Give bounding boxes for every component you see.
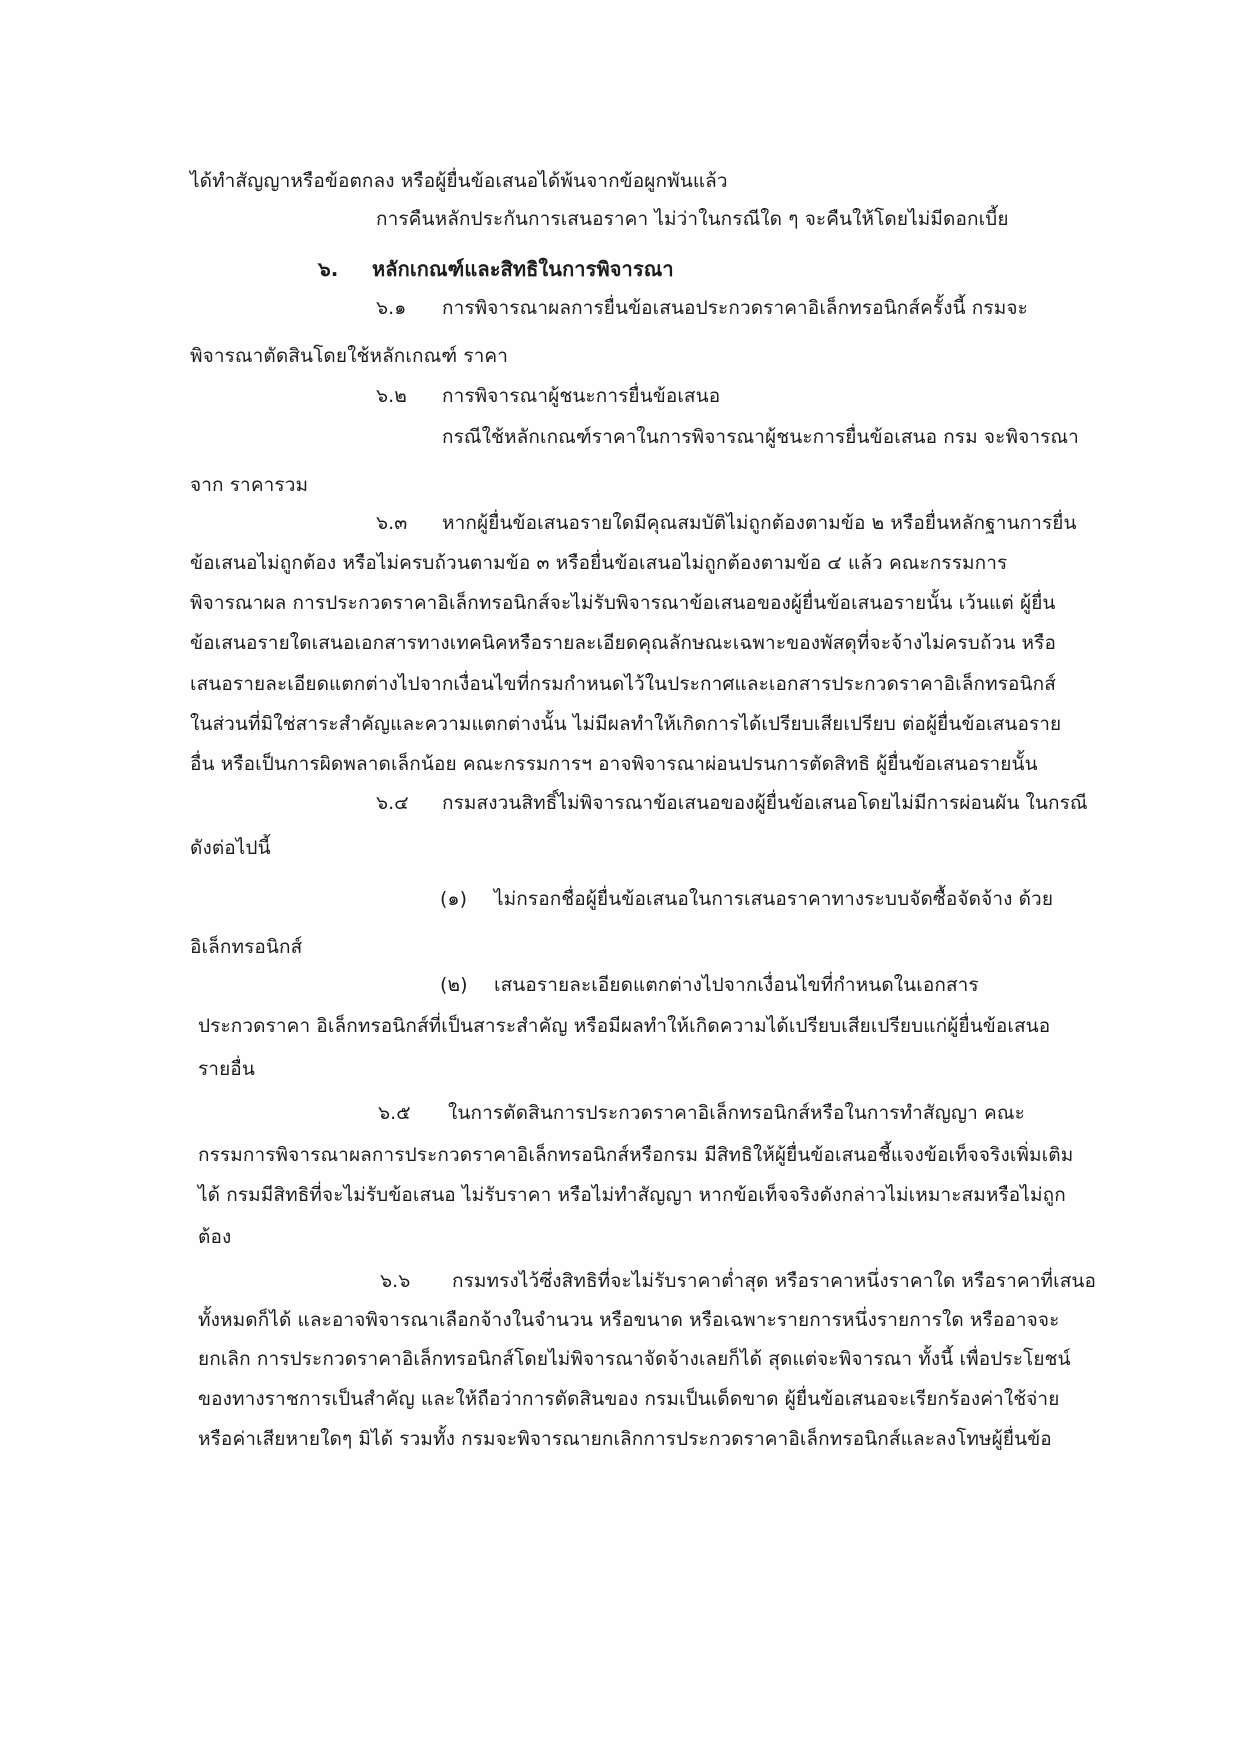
text-line: อิเล็กทรอนิกส์: [190, 936, 303, 958]
text-line: พิจารณาตัดสินโดยใช้หลักเกณฑ์ ราคา: [190, 345, 508, 367]
text-line: ยกเลิก การประกวดราคาอิเล็กทรอนิกส์โดยไม่พิจารณาจัดจ้างเลยก็ได้ สุดแต่จะพิจารณา ทั้งนี้ เพื่อประโยชน์: [198, 1348, 1071, 1370]
text-line: เสนอรายละเอียดแตกต่างไปจากเงื่อนไขที่กรมกำหนดไว้ในประกาศและเอกสารประกวดราคาอิเล็กทรอนิกส์: [190, 673, 1056, 695]
text-line: กรรมการพิจารณาผลการประกวดราคาอิเล็กทรอนิกส์หรือกรม มีสิทธิให้ผู้ยื่นข้อเสนอชี้แจงข้อเท็จจริงเพิ่มเติม: [198, 1144, 1074, 1166]
text-line: การพิจารณาผลการยื่นข้อเสนอประกวดราคาอิเล็กทรอนิกส์ครั้งนี้ กรมจะ: [442, 297, 1028, 319]
text-line: การพิจารณาผู้ชนะการยื่นข้อเสนอ: [442, 385, 721, 407]
item-number: (๑): [440, 888, 468, 910]
text-line: การคืนหลักประกันการเสนอราคา ไม่ว่าในกรณีใด ๆ จะคืนให้โดยไม่มีดอกเบี้ย: [376, 208, 1009, 230]
text-line: กรมสงวนสิทธิ์ไม่พิจารณาข้อเสนอของผู้ยื่นข้อเสนอโดยไม่มีการผ่อนผัน ในกรณี: [442, 792, 1088, 814]
text-line: รายอื่น: [198, 1058, 255, 1080]
text-line: ไม่กรอกชื่อผู้ยื่นข้อเสนอในการเสนอราคาทางระบบจัดซื้อจัดจ้าง ด้วย: [494, 888, 1054, 910]
item-number: (๒): [440, 974, 468, 996]
text-line: จาก ราคารวม: [190, 474, 309, 496]
section-number: ๖.: [318, 257, 339, 281]
text-line: ข้อเสนอรายใดเสนอเอกสารทางเทคนิคหรือรายละเอียดคุณลักษณะเฉพาะของพัสดุที่จะจ้างไม่ครบถ้วน หรือ: [190, 632, 1057, 654]
text-line: ดังต่อไปนี้: [190, 837, 271, 859]
section-number: ๖.๓: [376, 512, 408, 534]
text-line: ข้อเสนอไม่ถูกต้อง หรือไม่ครบถ้วนตามข้อ ๓ หรือยื่นข้อเสนอไม่ถูกต้องตามข้อ ๔ แล้ว คณะกรรมการ: [190, 552, 1008, 574]
text-line: ประกวดราคา อิเล็กทรอนิกส์ที่เป็นสาระสำคัญ หรือมีผลทำให้เกิดความได้เปรียบเสียเปรียบแก่ผู้ยื่นข้อเสนอ: [198, 1015, 1051, 1037]
text-line: อื่น หรือเป็นการผิดพลาดเล็กน้อย คณะกรรมการฯ อาจพิจารณาผ่อนปรนการตัดสิทธิ ผู้ยื่นข้อเสนอรายนั้น: [190, 753, 1038, 775]
text-line: หรือค่าเสียหายใดๆ มิได้ รวมทั้ง กรมจะพิจารณายกเลิกการประกวดราคาอิเล็กทรอนิกส์และลงโทษผู้ยื่นข้อ: [198, 1428, 1052, 1450]
text-line: ทั้งหมดก็ได้ และอาจพิจารณาเลือกจ้างในจำนวน หรือขนาด หรือเฉพาะรายการหนึ่งรายการใด หรืออาจจะ: [198, 1309, 1060, 1331]
section-number: ๖.๖: [380, 1270, 411, 1292]
section-heading: หลักเกณฑ์และสิทธิในการพิจารณา: [372, 257, 674, 281]
text-line: ต้อง: [198, 1226, 232, 1248]
text-line: พิจารณาผล การประกวดราคาอิเล็กทรอนิกส์จะไม่รับพิจารณาข้อเสนอของผู้ยื่นข้อเสนอรายนั้น เว้นแต่ ผู้ยื่น: [190, 592, 1056, 614]
text-line: ของทางราชการเป็นสำคัญ และให้ถือว่าการตัดสินของ กรมเป็นเด็ดขาด ผู้ยื่นข้อเสนอจะเรียกร้องค่าใช้จ่าย: [198, 1388, 1060, 1410]
text-line: กรณีใช้หลักเกณฑ์ราคาในการพิจารณาผู้ชนะการยื่นข้อเสนอ กรม จะพิจารณา: [442, 426, 1079, 448]
text-line: เสนอรายละเอียดแตกต่างไปจากเงื่อนไขที่กำหนดในเอกสาร: [494, 974, 979, 996]
text-line: ในส่วนที่มิใช่สาระสำคัญและความแตกต่างนั้น ไม่มีผลทำให้เกิดการได้เปรียบเสียเปรียบ ต่อผู้ยื่นข้อเสนอราย: [190, 713, 1062, 735]
section-number: ๖.๔: [376, 792, 409, 814]
section-number: ๖.๒: [376, 385, 407, 407]
section-number: ๖.๑: [376, 297, 407, 319]
text-line: กรมทรงไว้ซึ่งสิทธิที่จะไม่รับราคาต่ำสุด หรือราคาหนึ่งราคาใด หรือราคาที่เสนอ: [452, 1270, 1096, 1292]
text-line: ในการตัดสินการประกวดราคาอิเล็กทรอนิกส์หรือในการทำสัญญา คณะ: [448, 1102, 1025, 1124]
text-line: ได้ กรมมีสิทธิที่จะไม่รับข้อเสนอ ไม่รับราคา หรือไม่ทำสัญญา หากข้อเท็จจริงดังกล่าวไม่เหมาะสมหรือไม่ถูก: [198, 1184, 1066, 1206]
section-number: ๖.๕: [378, 1102, 411, 1124]
text-line: หากผู้ยื่นข้อเสนอรายใดมีคุณสมบัติไม่ถูกต้องตามข้อ ๒ หรือยื่นหลักฐานการยื่น: [442, 512, 1077, 534]
text-line: ได้ทำสัญญาหรือข้อตกลง หรือผู้ยื่นข้อเสนอได้พ้นจากข้อผูกพันแล้ว: [190, 170, 728, 192]
